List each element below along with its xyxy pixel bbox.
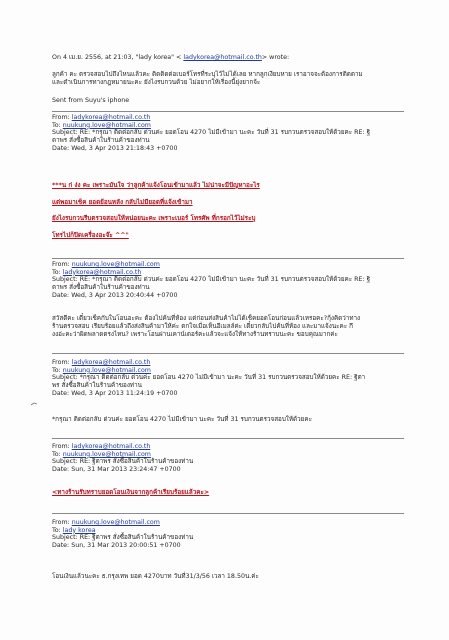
confirm-red-line: <ทางร้านรับทราบยอดโอนเงินจากลูกค้าเรียบร้อยแล้วคะ> (52, 489, 210, 496)
from-email-link[interactable]: nuukung.love@hotmail.com (71, 261, 160, 268)
divider-1 (52, 111, 404, 112)
customer-short-message: *กรุณา ติดต่อกลับ ด่วนค่ะ ยอดโอน 4270 ไม่มีเข้ามา นะคะ วันที่ 31 รบกวนตรวจสอบให้ด้วยคะ (52, 416, 312, 423)
divider-4 (52, 438, 404, 439)
to-email-link[interactable]: ladykorea@hotmail.co.th (62, 268, 142, 276)
from-email-link[interactable]: ladykorea@hotmail.co.th (71, 443, 151, 450)
from-email-link[interactable]: ladykorea@hotmail.co.th (71, 359, 151, 366)
from-email-link[interactable]: ladykorea@hotmail.co.th (71, 114, 151, 121)
divider-2 (52, 258, 404, 259)
transfer-notice-line: โอนเงินแล้วนะคะ ธ.กรุงเทพ ยอด 4270บาท วันที่31/3/56 เวลา 18.50น.ค่ะ (52, 573, 259, 580)
quote-intro-line (52, 54, 289, 62)
customer-message-line-1: ลูกค้า คะ ตรวจสอบไปถึงไหนแล้วคะ ติดติดต่อเบอร์โทรที่ระบุไว้ไม่ได้เลย หากลูกเงียบหาย เราอาจจะต้องการติดตาม (52, 71, 363, 78)
email-header-2: From: nuukung.love@hotmail.com To: ladykorea@hotmail.co.th Subject: RE: *กรุณา ติดต่อกลับ ด่วนค่ะ ยอดโอน 4270 ไม่มีเข้ามา นะคะ วันที่ 31 รบกวนตรวจสอบให้ด้วยคะ RE: ฐิ ตาพร สั่งซื้อสินค้าในร้านค้าของท่าน Date: Wed, 3 Apr 2013 20:40:44 +0700 (52, 261, 371, 299)
from-email-link[interactable]: nuukung.love@hotmail.com (71, 519, 160, 526)
seller-message-line-1: สวัสดีคะ เดี๋ยวเช็คกับในโอนอะคะ ต้องไปค้นที่ห้อง แต่ก่อนส่งสินค้าไม่ได้เช็คยอดโอนก่อนแล้วเหรอคะ?กุ้งคิดว่าทาง (52, 315, 361, 322)
quote-intro-email[interactable]: ladykorea@hotmail.co.th (183, 54, 262, 61)
seller-message-line-3: งงอ่ะคะว่าผิดพลาดตรงไหน? เพราะโอนผ่านเคาน์เตอร์คะแล้วจะแจ้งให้ทางร้านทราบนะคะ ขอบคุณมากค่ะ (52, 331, 338, 338)
pen-mark (31, 402, 37, 406)
to-email-link[interactable]: lady korea (62, 526, 96, 534)
quote-intro-prefix: On 4 เม.ย. 2556, at 21:03, "lady korea" < (52, 54, 182, 61)
reply-red-line-2: แต่พอมาเช็ค ยอดย้อนหลัง กลับไม่มียอดที่แจ้งเข้ามา (52, 199, 193, 206)
to-email-link[interactable]: nuukung.love@hotmail.com (62, 450, 151, 458)
to-email-link[interactable]: nuukung.love@hotmail.com (62, 366, 151, 374)
email-header-4: From: ladykorea@hotmail.co.th To: nuukung.love@hotmail.com Subject: RE: ฐิตาพร สั่งซื้อสินค้าในร้านค้าของท่าน Date: Sun, 31 Mar 2013 23:24:47 +0700 (52, 443, 194, 474)
sent-from-line: Sent from Suyu's iphone (52, 97, 130, 104)
email-header-5: From: nuukung.love@hotmail.com To: lady korea Subject: RE: ฐิตาพร สั่งซื้อสินค้าในร้านค้าของท่าน Date: Sun, 31 Mar 2013 20:00:51 +0700 (52, 519, 194, 550)
reply-red-line-3: ยังไงรบกวนรีบตรวจสอบให้หน่อยนะคะ เพราะเบอร์ โทรศัพ ที่กรอกไว้ไม่ระบุ (52, 215, 256, 222)
customer-message-line-2: และดำเนินการทางกฎหมายนะคะ ยังไงรบกวนด้วย ไม่อยากให้เรื่องนี้ยุ่งยากจ้ะ (52, 79, 261, 86)
seller-message-line-2: ร้านตรวจสอบ เรียบร้อยแล้วถึงส่งสินค้ามาให้ค่ะ ตกใจเมื่อเห็นอีเมลล์ค่ะ เดี๋ยวกลับไปค้นที่ห้อง และมาแจ้งนะคะ กึ (52, 323, 353, 330)
email-header-1: From: ladykorea@hotmail.co.th To: nuukung.love@hotmail.com Subject: RE: *กรุณา ติดต่อกลับ ด่วนค่ะ ยอดโอน 4270 ไม่มีเข้ามา นะคะ วันที่ 31 รบกวนตรวจสอบให้ด้วยคะ RE: ฐิ ตาพร สั่งซื้อสินค้าในร้านค้าของท่าน Date: Wed, 3 Apr 2013 21:18:43 +0700 (52, 114, 371, 152)
divider-5 (52, 513, 404, 514)
divider-3 (52, 353, 404, 354)
email-header-3: From: ladykorea@hotmail.co.th To: nuukung.love@hotmail.com Subject: *กรุณา ติดต่อกลับ ด่วนค่ะ ยอดโอน 4270 ไม่มีเข้ามา นะคะ วันที่ 31 รบกวนตรวจสอบให้ด้วยคะ RE: ฐิตา พร สั่งซื้อสินค้าในร้านค้าของท่าน Date: Wed, 3 Apr 2013 11:24:19 +0700 (52, 359, 366, 397)
reply-red-line-1: ***น ก่ ง่ง คะ เพราะมันใจ ว่าลูกค้าแจ้งโอนเข้ามาแล้ว ไม่น่าจะมีปัญหาอะไร (52, 182, 260, 189)
to-email-link[interactable]: nuukung.love@hotmail.com (62, 121, 151, 129)
quote-intro-suffix: > wrote: (261, 54, 290, 61)
reply-red-line-4: โทรไปก็ปิดเครื่องอะจ๊ะ ^^" (52, 232, 129, 239)
